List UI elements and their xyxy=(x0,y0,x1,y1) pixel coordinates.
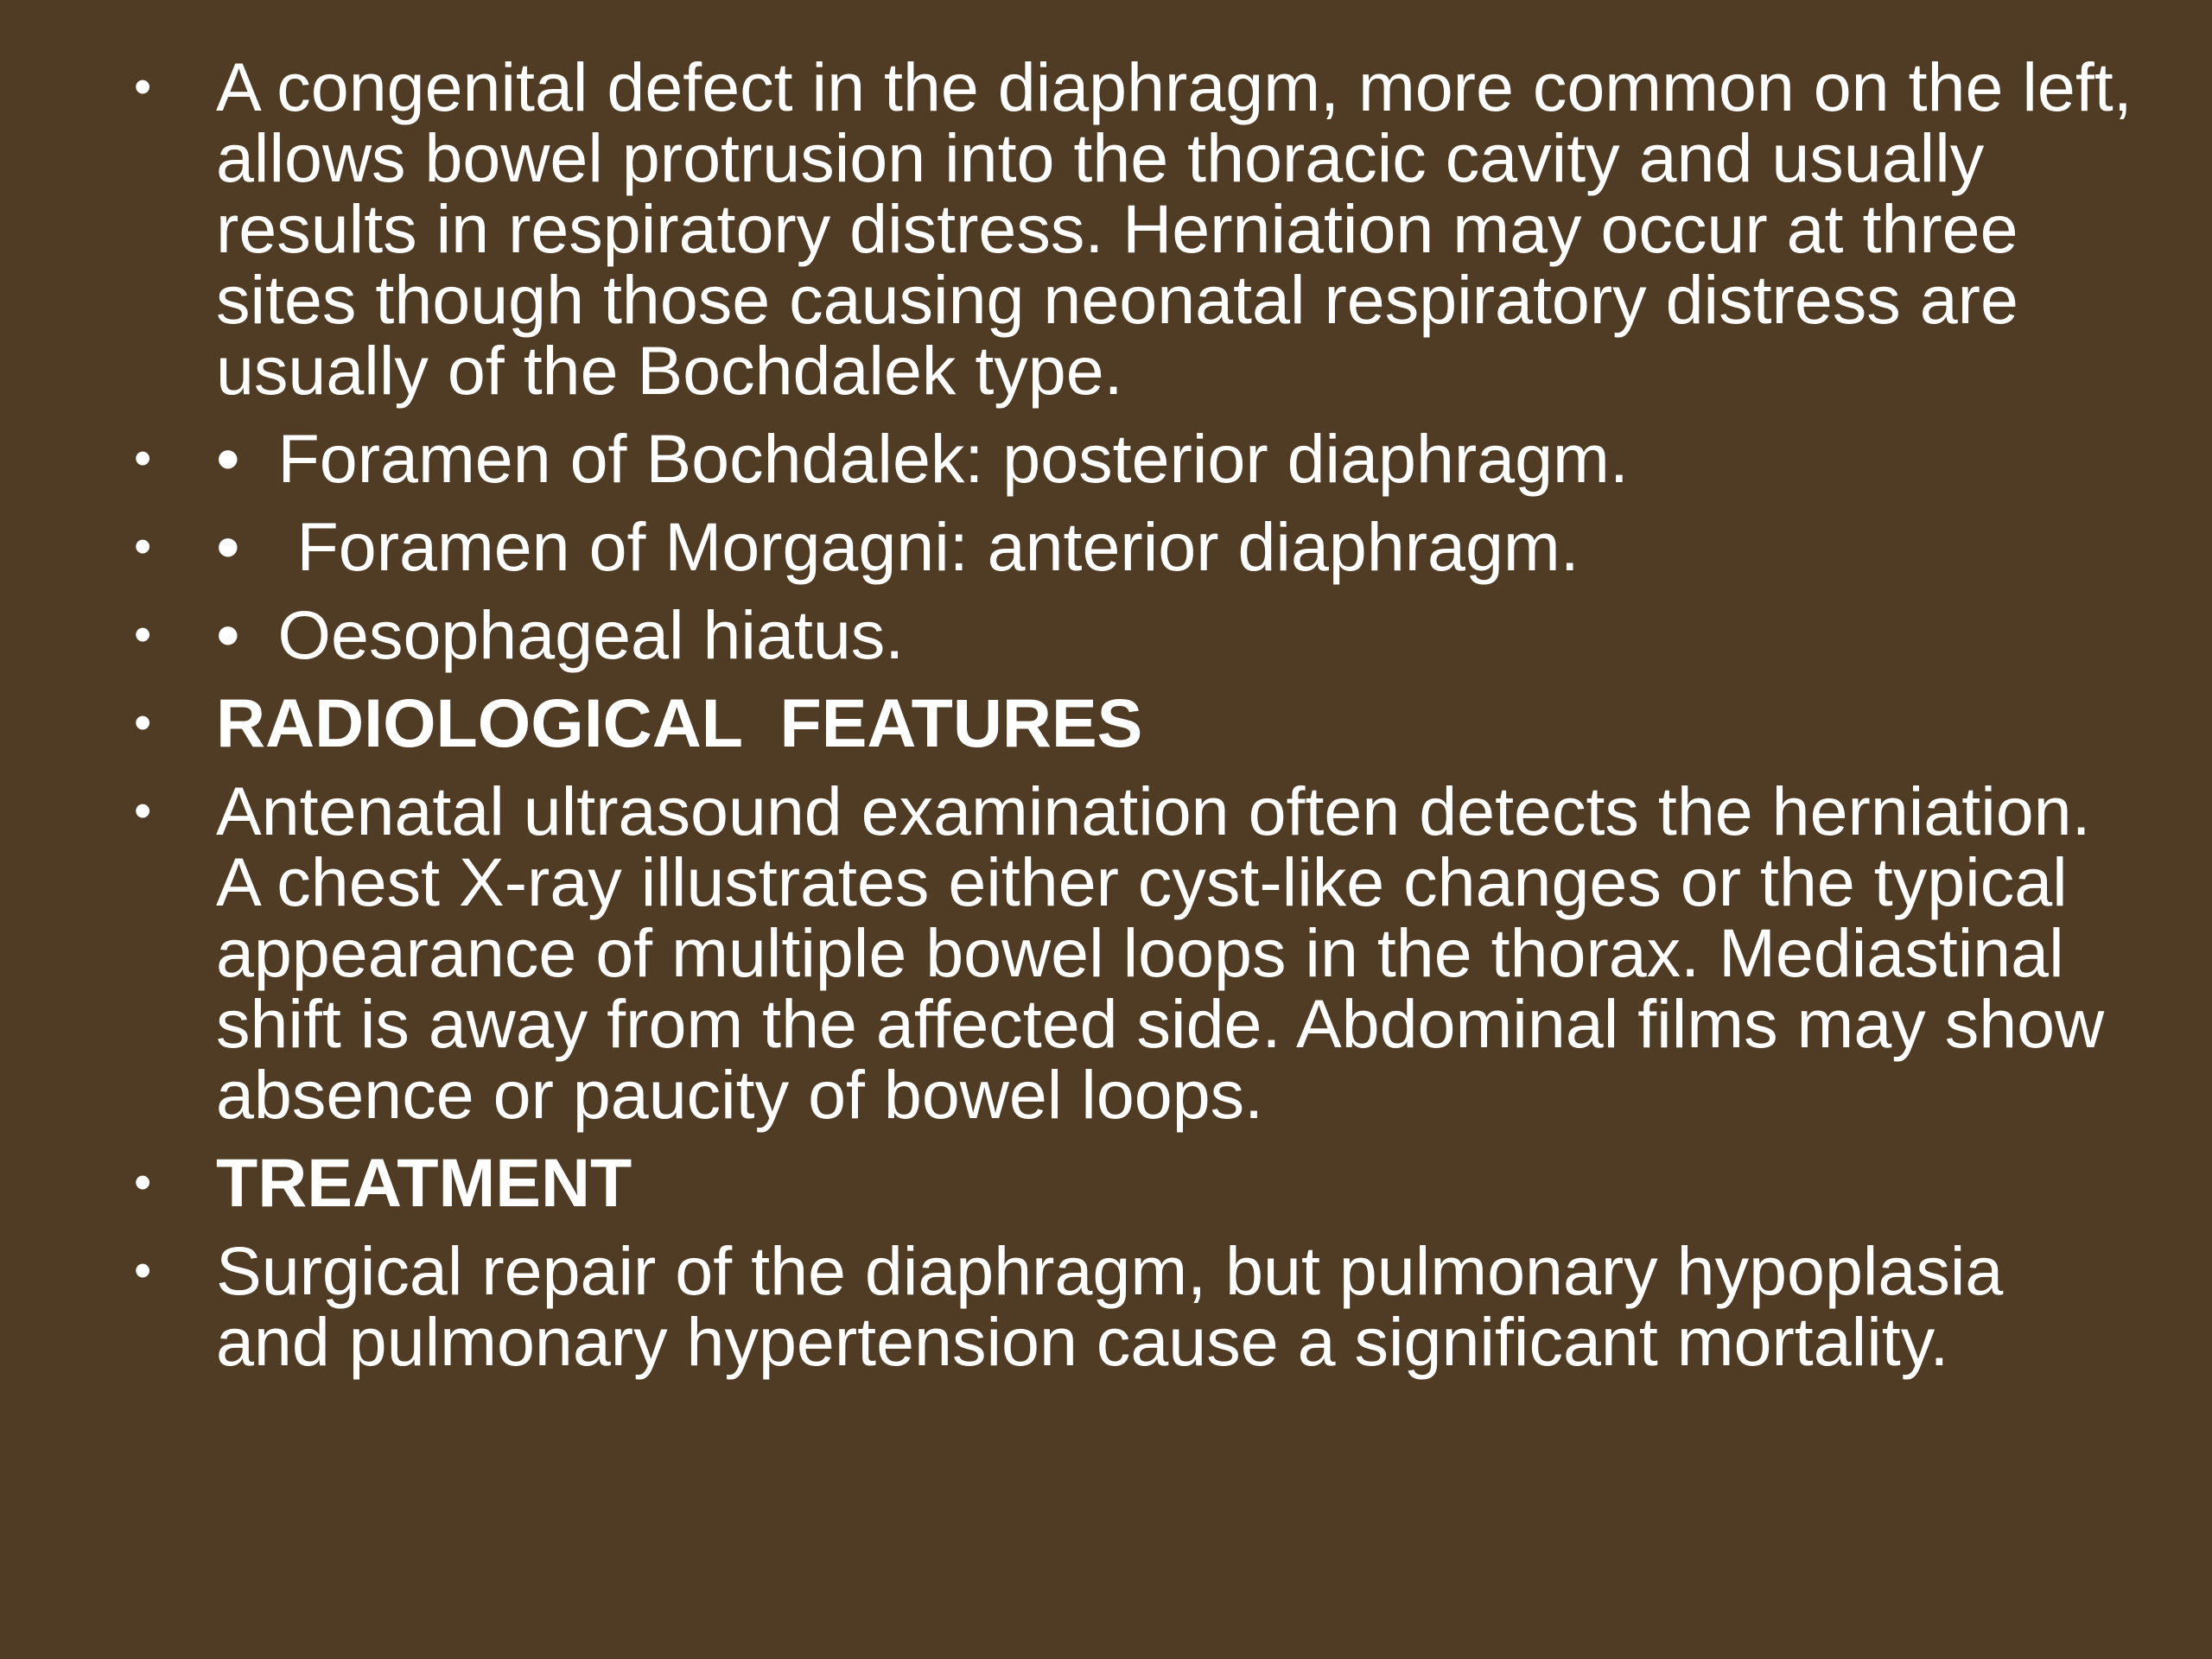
bullet-marker: • xyxy=(134,1243,152,1299)
bullet-text: Antenatal ultrasound examination often detects the herniation. A chest X-ray illustrates either cyst-like changes or the typical appearance of multiple bowel loops in the thorax. Mediastinal shift is away from the affected side. Abdominal films may show absence or paucity of bowel loops. xyxy=(216,772,2105,1133)
section-heading-treatment xyxy=(0,1144,2212,1221)
bullet-list xyxy=(0,48,2212,1380)
bullet-marker: • xyxy=(134,518,152,575)
bullet-item-oesophageal-hiatus xyxy=(0,596,2212,673)
bullet-marker: • xyxy=(134,430,152,486)
bullet-item-foramen-morgagni xyxy=(0,508,2212,585)
bullet-marker: • xyxy=(134,695,152,751)
bullet-item-congenital-defect xyxy=(0,48,2212,409)
bullet-text: • Oesophageal hiatus. xyxy=(216,596,905,673)
section-heading-radiological-features xyxy=(0,684,2212,761)
heading-text: RADIOLOGICAL FEATURES xyxy=(216,684,1143,761)
bullet-text: • Foramen of Bochdalek: posterior diaphragm. xyxy=(216,420,1629,497)
bullet-text: • Foramen of Morgagni: anterior diaphragm. xyxy=(216,508,1580,585)
bullet-item-surgical-repair xyxy=(0,1232,2212,1380)
heading-text: TREATMENT xyxy=(216,1144,632,1221)
bullet-text: A congenital defect in the diaphragm, more common on the left, allows bowel protrusion into the thoracic cavity and usually results in respiratory distress. Herniation may occur at three sites though those causing neonatal respiratory distress are usually of the Bochdalek type. xyxy=(216,48,2133,409)
bullet-marker: • xyxy=(134,783,152,839)
bullet-marker: • xyxy=(134,1154,152,1211)
bullet-item-foramen-bochdalek xyxy=(0,420,2212,497)
bullet-text: Surgical repair of the diaphragm, but pulmonary hypoplasia and pulmonary hypertension cause a significant mortality. xyxy=(216,1232,2004,1380)
bullet-marker: • xyxy=(134,59,152,115)
bullet-item-antenatal-ultrasound xyxy=(0,772,2212,1133)
bullet-marker: • xyxy=(134,607,152,663)
